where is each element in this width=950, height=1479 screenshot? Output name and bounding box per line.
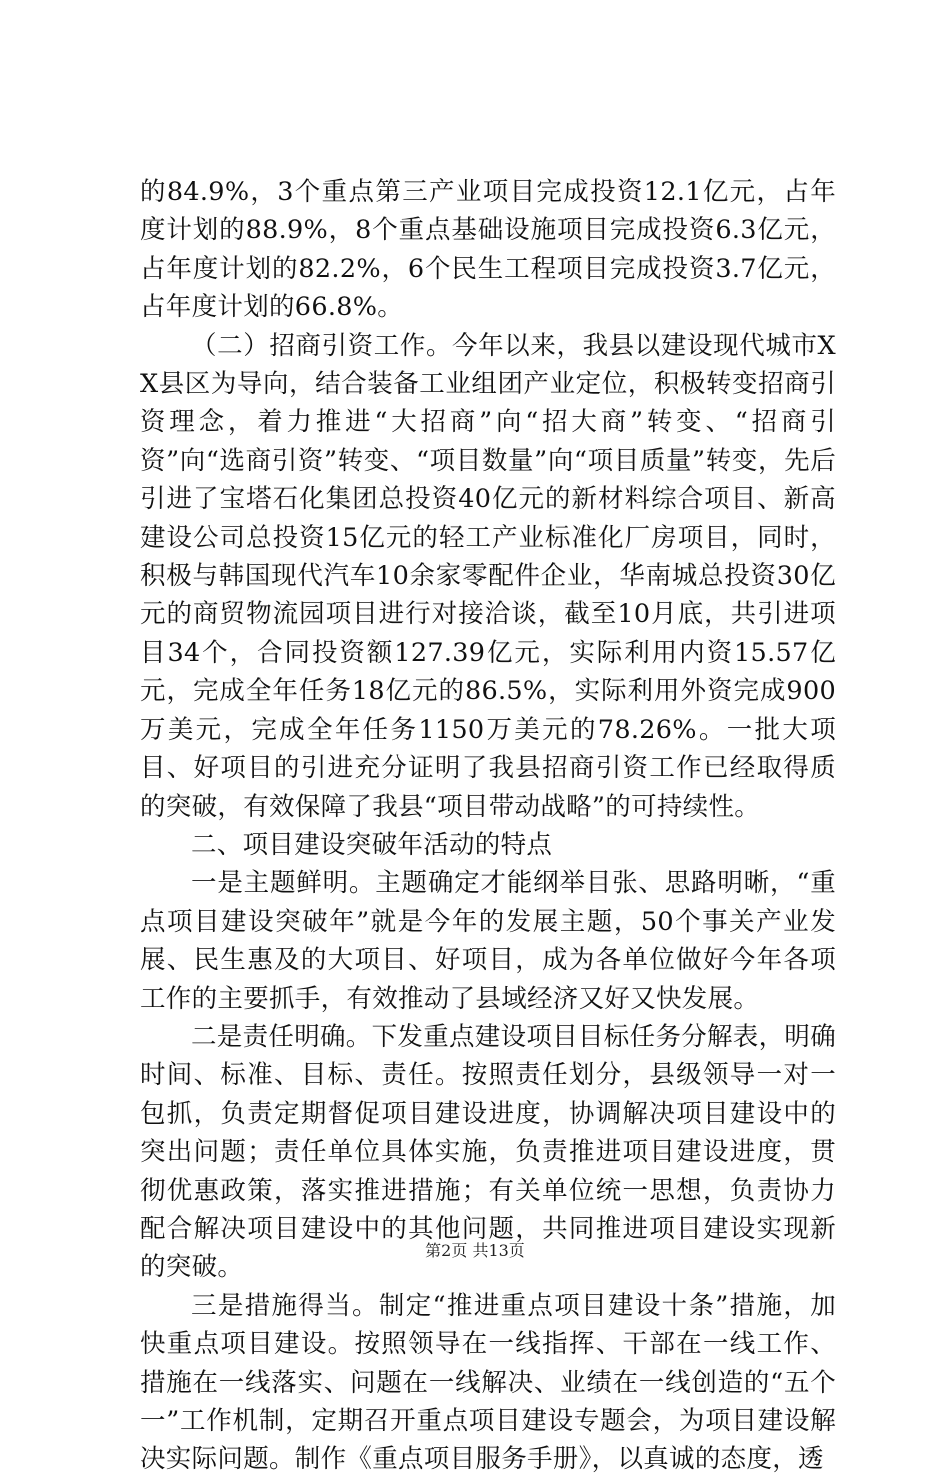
page-footer: 第2页 共13页 <box>425 1241 525 1260</box>
paragraph-clear-theme: 一是主题鲜明。主题确定才能纲举目张、思路明晰，“重点项目建设突破年”就是今年的发展主题，50个事关产业发展、民生惠及的大项目、好项目，成为各单位做好今年各项工作的主要抓手，有效推动了县域经济又好又快发展。 <box>140 868 836 1014</box>
paragraph-investment-attraction: （二）招商引资工作。今年以来，我县以建设现代城市XX县区为导向，结合装备工业组团产业定位，积极转变招商引资理念，着力推进“大招商”向“招大商”转变、“招商引资”向“选商引资”转变、“项目数量”向“项目质量”转变，先后引进了宝塔石化集团总投资40亿元的新材料综合项目、新高建设公司总投资15亿元的轻工产业标准化厂房项目，同时，积极与韩国现代汽车10余家零配件企业，华南城总投资30亿元的商贸物流园项目进行对接洽谈，截至10月底，共引进项目34个，合同投资额127.39亿元，实际利用内资15.57亿元，完成全年任务18亿元的86.5%，实际利用外资完成900万美元，完成全年任务1150万美元的78.26%。一批大项目、好项目的引进充分证明了我县招商引资工作已经取得质的突破，有效保障了我县“项目带动战略”的可持续性。 <box>140 330 836 822</box>
paragraph-investment-continuation: 的84.9%，3个重点第三产业项目完成投资12.1亿元，占年度计划的88.9%，8个重点基础设施项目完成投资6.3亿元，占年度计划的82.2%，6个民生工程项目完成投资3.7亿元，占年度计划的66.8%。 <box>140 177 836 323</box>
paragraph-clear-responsibility: 二是责任明确。下发重点建设项目目标任务分解表，明确时间、标准、目标、责任。按照责任划分，县级领导一对一包抓，负责定期督促项目建设进度，协调解决项目建设中的突出问题；责任单位具体实施，负责推进项目建设进度，贯彻优惠政策，落实推进措施；有关单位统一思想，负责协力配合解决项目建设中的其他问题，共同推进项目建设实现新的突破。 <box>140 1021 837 1283</box>
paragraph-proper-measures: 三是措施得当。制定“推进重点项目建设十条”措施，加快重点项目建设。按照领导在一线指挥、干部在一线工作、措施在一线落实、问题在一线解决、业绩在一线创造的“五个一”工作机制，定期召开重点项目建设专题会，为项目建设解决实际问题。制作《重点项目服务手册》，以真诚的态度，透 <box>140 1290 836 1475</box>
body-text <box>140 173 836 1479</box>
section-heading-features: 二、项目建设突破年活动的特点 <box>191 829 553 860</box>
